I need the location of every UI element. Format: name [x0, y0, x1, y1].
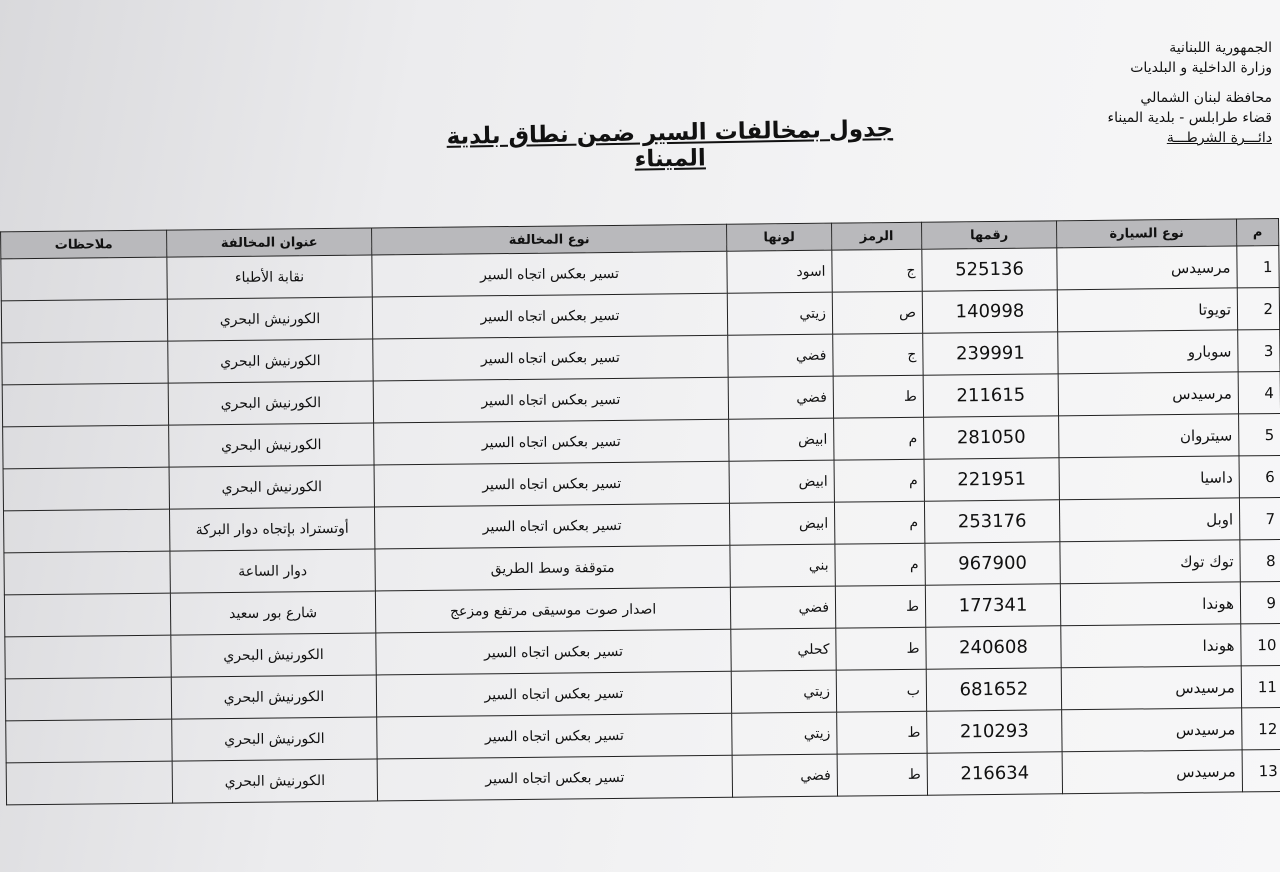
col-color-header: لونها	[727, 223, 832, 251]
notes-cell	[4, 593, 170, 637]
violation-address-cell: الكورنيش البحري	[167, 297, 372, 341]
violation-type-cell: اصدار صوت موسيقى مرتفع ومزعج	[375, 587, 730, 633]
header-republic: الجمهورية اللبنانية	[1169, 40, 1272, 56]
plate-code-cell: ص	[832, 291, 922, 334]
col-address-header: عنوان المخالفة	[167, 228, 372, 257]
car-type-cell: مرسيدس	[1058, 372, 1238, 416]
car-type-cell: داسيا	[1059, 456, 1239, 500]
violation-type-cell: تسير بعكس اتجاه السير	[373, 335, 728, 381]
header-ministry: وزارة الداخلية و البلديات	[1130, 60, 1272, 76]
violation-type-cell: تسير بعكس اتجاه السير	[372, 251, 727, 297]
car-color-cell: كحلي	[731, 628, 836, 671]
violations-table	[0, 218, 1280, 805]
violations-table-wrapper	[0, 218, 1280, 805]
notes-cell	[3, 467, 169, 511]
car-type-cell: سوبارو	[1058, 330, 1238, 374]
row-index: 8	[1240, 539, 1280, 581]
violation-type-cell: تسير بعكس اتجاه السير	[373, 377, 728, 423]
violation-address-cell: دوار الساعة	[170, 549, 375, 593]
car-color-cell: ابيض	[729, 502, 834, 545]
car-color-cell: فضي	[728, 376, 833, 419]
row-index: 11	[1241, 665, 1280, 707]
plate-code-cell: ج	[833, 333, 923, 376]
plate-code-cell: ط	[837, 753, 927, 796]
violation-type-cell: تسير بعكس اتجاه السير	[377, 713, 732, 759]
col-plate-header: رقمها	[922, 221, 1057, 249]
car-color-cell: زيتي	[731, 670, 836, 713]
col-car-type-header: نوع السيارة	[1057, 219, 1237, 248]
car-color-cell: بني	[730, 544, 835, 587]
plate-number-cell: 210293	[927, 710, 1062, 753]
notes-cell	[6, 719, 172, 763]
violation-type-cell: تسير بعكس اتجاه السير	[376, 629, 731, 675]
row-index: 13	[1242, 749, 1280, 791]
violation-address-cell: الكورنيش البحري	[171, 675, 376, 719]
row-index: 7	[1239, 497, 1280, 539]
car-type-cell: مرسيدس	[1062, 750, 1242, 794]
row-index: 3	[1238, 329, 1280, 371]
header-department: دائـــرة الشرطـــة	[1166, 130, 1272, 146]
plate-number-cell: 240608	[926, 626, 1061, 669]
car-color-cell: فضي	[730, 586, 835, 629]
row-index: 4	[1238, 371, 1280, 413]
plate-code-cell: م	[834, 417, 924, 460]
notes-cell	[4, 551, 170, 595]
violation-address-cell: الكورنيش البحري	[169, 423, 374, 467]
plate-number-cell: 253176	[924, 500, 1059, 543]
row-index: 12	[1242, 707, 1280, 749]
plate-code-cell: ط	[836, 627, 926, 670]
violation-address-cell: الكورنيش البحري	[169, 465, 374, 509]
violation-address-cell: الكورنيش البحري	[168, 339, 373, 383]
car-type-cell: سيتروان	[1059, 414, 1239, 458]
car-color-cell: فضي	[728, 334, 833, 377]
car-type-cell: هوندا	[1061, 624, 1241, 668]
plate-number-cell: 239991	[923, 332, 1058, 375]
plate-number-cell: 221951	[924, 458, 1059, 501]
header-district: قضاء طرابلس - بلدية الميناء	[1107, 110, 1272, 126]
row-index: 6	[1239, 455, 1280, 497]
table-body	[1, 245, 1280, 804]
plate-number-cell: 967900	[925, 542, 1060, 585]
notes-cell	[2, 383, 168, 427]
violation-address-cell: نقابة الأطباء	[167, 255, 372, 299]
plate-number-cell: 681652	[926, 668, 1061, 711]
car-type-cell: اوبل	[1059, 498, 1239, 542]
plate-number-cell: 525136	[922, 248, 1057, 291]
row-index: 5	[1239, 413, 1280, 455]
car-color-cell: ابيض	[729, 460, 834, 503]
car-type-cell: مرسيدس	[1057, 246, 1237, 290]
notes-cell	[6, 761, 172, 805]
plate-number-cell: 281050	[924, 416, 1059, 459]
violation-address-cell: أوتستراد بإتجاه دوار البركة	[169, 507, 374, 551]
car-color-cell: زيتي	[727, 292, 832, 335]
car-color-cell: فضي	[732, 754, 837, 797]
notes-cell	[2, 341, 168, 385]
notes-cell	[5, 677, 171, 721]
col-notes-header: ملاحظات	[1, 230, 167, 259]
violation-address-cell: الكورنيش البحري	[172, 717, 377, 761]
violation-address-cell: الكورنيش البحري	[172, 759, 377, 803]
document-title: جدول بمخالفات السير ضمن نطاق بلدية الميناء	[446, 116, 894, 173]
notes-cell	[3, 509, 169, 553]
notes-cell	[1, 257, 167, 301]
violation-type-cell: تسير بعكس اتجاه السير	[377, 755, 732, 801]
violation-type-cell: تسير بعكس اتجاه السير	[374, 419, 729, 465]
violation-address-cell: الكورنيش البحري	[168, 381, 373, 425]
notes-cell	[5, 635, 171, 679]
notes-cell	[3, 425, 169, 469]
violation-address-cell: الكورنيش البحري	[171, 633, 376, 677]
car-type-cell: مرسيدس	[1062, 708, 1242, 752]
plate-number-cell: 140998	[922, 290, 1057, 333]
plate-code-cell: ط	[835, 585, 925, 628]
plate-code-cell: م	[835, 543, 925, 586]
plate-code-cell: م	[834, 501, 924, 544]
notes-cell	[1, 299, 167, 343]
violation-type-cell: تسير بعكس اتجاه السير	[374, 503, 729, 549]
col-violation-header: نوع المخالفة	[372, 224, 727, 255]
violation-type-cell: تسير بعكس اتجاه السير	[374, 461, 729, 507]
col-index-header: م	[1237, 218, 1279, 245]
car-type-cell: هوندا	[1060, 582, 1240, 626]
car-color-cell: زيتي	[732, 712, 837, 755]
plate-number-cell: 211615	[923, 374, 1058, 417]
car-color-cell: اسود	[727, 250, 832, 293]
row-index: 2	[1237, 287, 1279, 329]
violation-type-cell: تسير بعكس اتجاه السير	[376, 671, 731, 717]
row-index: 9	[1240, 581, 1280, 623]
violation-address-cell: شارع بور سعيد	[170, 591, 375, 635]
row-index: 1	[1237, 245, 1279, 287]
car-type-cell: توك توك	[1060, 540, 1240, 584]
violation-type-cell: تسير بعكس اتجاه السير	[372, 293, 727, 339]
plate-number-cell: 177341	[925, 584, 1060, 627]
plate-code-cell: ب	[836, 669, 926, 712]
car-color-cell: ابيض	[729, 418, 834, 461]
plate-code-cell: ج	[832, 249, 922, 292]
plate-code-cell: ط	[837, 711, 927, 754]
plate-code-cell: ط	[833, 375, 923, 418]
violation-type-cell: متوقفة وسط الطريق	[375, 545, 730, 591]
plate-code-cell: م	[834, 459, 924, 502]
col-code-header: الرمز	[832, 222, 922, 250]
row-index: 10	[1241, 623, 1280, 665]
car-type-cell: مرسيدس	[1061, 666, 1241, 710]
car-type-cell: تويوتا	[1057, 288, 1237, 332]
letterhead	[1012, 38, 1272, 148]
plate-number-cell: 216634	[927, 752, 1062, 795]
header-governorate: محافظة لبنان الشمالي	[1140, 90, 1272, 106]
